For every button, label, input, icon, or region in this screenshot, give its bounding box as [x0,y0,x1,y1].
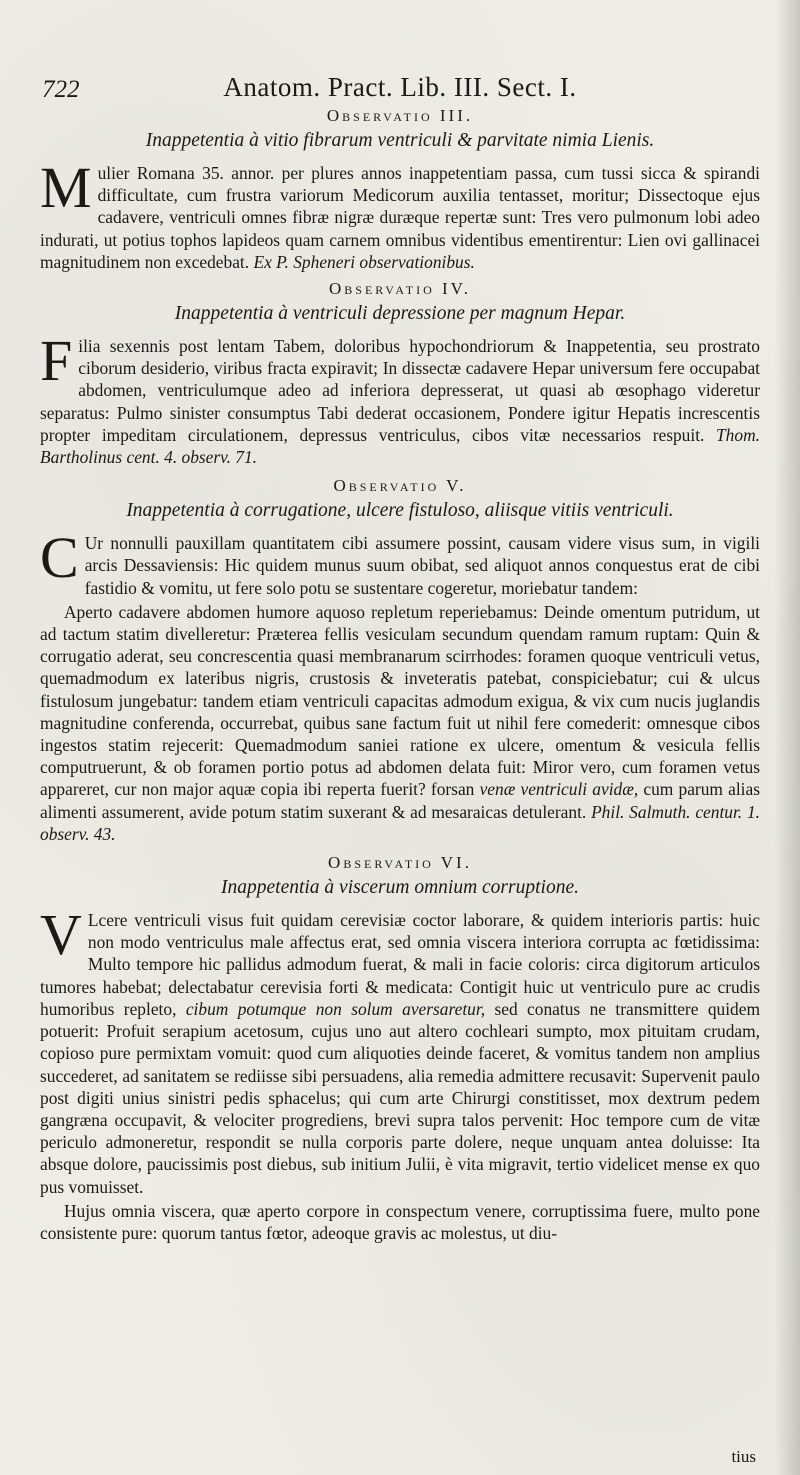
italic-run: venæ ventriculi avidæ, [479,779,639,800]
observation-subtitle: Inappetentia à viscerum omnium corruptione. [221,877,579,899]
observation-paragraph [40,525,760,599]
source-citation: Ex P. Spheneri observationibus. [253,251,475,272]
paragraph-text: ulier Romana 35. annor. per plures annos inappetentiam passa, cum tussi sicca & spirandi difficultate, cum frustra variorum Medicorum auxilia tentasset, moritur; Dissectoque ejus cadavere, ventriculi omnes fibræ nigræ duræque repertæ sunt: Tres vero pulmonum lobi adeo indurati, ut potius tophos lapideos quam carnem omnibus videntibus ementirentur: Lien ovi gallinacei magnitudinem non excedebat. [40,163,760,272]
paragraph-text: Lcere ventriculi visus fuit quidam cerevisiæ coctor laborare, & quidem interioris partis: huic non modo ventriculus male affectus erat, sed omnia viscera interiora corrupta ac fœtidissima: Multo tempore hic pallidus admodum fuerat, & mali in facie coloris: circa digitorum articulos tumores habebat; delectabatur cerevisia forti & medicata: Contigit huic ut ventriculo pure ac crudis humoribus repleto, [40,910,760,1019]
paragraph-text-after: sed conatus ne transmittere quidem potuerit: Profuit serapium acetosum, cujus uno aut altero cochleari sumpto, mox pituitam crudam, copioso pure permixtam vomuit: quod cum aliquoties deinde faceret, & vomitus tandem non amplius succederet, ad sanitatem se rediisse sibi persuadens, alia remedia admittere recusavit: Supervenit paulo post digiti unius sinistri pedis sphacelus; qui cum arte Chirurgi constitisset, mox dextrum pedem gangræna occupavit, & velociter progrediens, brevi supra talos pervenit: Hoc tempore cum de vitæ periculo admoneretur, respondit se nulla corporis parte dolere, neque unquam antea doluisse: Ita absque dolore, paucissimis post diebus, sub initium Julii, è vita migravit, tertio videlicet mense ex quo pus vomuisset. [40,998,760,1197]
paragraph-text: Hujus omnia viscera, quæ aperto corpore in conspectum venere, corruptissima fuere, multo pone consistente pure: quorum tantus fœtor, adeoque gravis ac molestus, ut diu- [40,1200,760,1243]
observation-subtitle: Inappetentia à ventriculi depressione per magnum Hepar. [174,303,626,325]
italic-run: cibum potumque non solum aversaretur, [185,998,486,1019]
paragraph-text: ilia sexennis post lentam Tabem, doloribus hypochondriorum & Inappetentia, seu prostrato ciborum desiderio, viribus fracta expiravit; In dissectæ cadavere Hepar universum fere occupabat abdomen, ventriculumque adeo ad inferiora depresserat, ut quasi ab œsophago videretur separatus: Pulmo sinister consumptus Tabi dederat occasionem, Pondere igitur Hepatis increscentis propter impeditam circulationem, depressus ventriculus, cibos vitæ necessarios respuit. [40,336,760,445]
observation-3 [40,106,760,273]
observation-paragraph [40,601,760,845]
drop-cap: C [40,525,79,591]
page-number: 722 [42,76,80,103]
running-head: Anatom. Pract. Lib. III. Sect. I. [223,72,577,102]
drop-cap: V [40,902,82,968]
paragraph-text: Aperto cadavere abdomen humore aquoso repletum reperiebamus: Deinde omentum putridum, ut ad tactum statim divelleretur: Præterea fellis vesiculam secundum quendam ramum ruptam: Quin & corrugatio aderat, seu concrescentia quasi membranarum scirrhodes: foramen quoque ventriculi vetus, quemadmodum ex lateribus nigris, crustosis & inveteratis patebat, conspiciebatur; cui & ulcus fistulosum jungebatur: tandem etiam ventriculi capacitas admodum exigua, & vix cum nucis juglandis magnitudine conferenda, occurrebat, quibus sane factum fuit ut nihil fere comederit: omnesque cibos ingestos statim rejecerit: Quemadmodum saniei ratione ex ulcere, omentum & vesicula fellis computruerunt, & ob foramen portio potus ad abdomen delata fuit: Miror vero, cum foramen vetus appareret, cur non major aquæ copia ibi reperta fuerit? forsan [40,601,760,800]
observation-title: Observatio V. [333,476,467,496]
observation-subtitle: Inappetentia à corrugatione, ulcere fistuloso, aliisque vitiis ventriculi. [126,500,674,522]
observation-paragraph [40,328,760,468]
observation-title: Observatio VI. [328,853,472,873]
observation-paragraph [40,155,760,273]
paragraph-text-after: cum parum alias alimenti assumerent, avide potum statim suxerant & ad mesaraicas detulerant. [40,779,760,822]
drop-cap: M [40,155,92,220]
paragraph-text: Ur nonnulli pauxillam quantitatem cibi assumere possint, causam videre visus sum, in vigili arcis Dessaviensis: Hic quidem munus suum obibat, sed aliquot annos conquestus erat de cibi fastidio & vomitu, ut fere solo potu se sustentare cogeretur, moriebatur tandem: [84,533,760,598]
page-edge-shadow [774,0,800,1475]
observation-5 [40,476,760,845]
observation-title: Observatio IV. [328,279,472,299]
catchword: tius [731,1447,756,1466]
observation-paragraph [40,1200,760,1244]
observation-paragraph [40,902,760,1198]
page-header [40,70,760,104]
source-citation: Phil. Salmuth. centur. 1. observ. 43. [40,801,760,844]
drop-cap: F [40,328,73,394]
observation-6 [40,853,760,1244]
observation-4 [40,279,760,468]
source-citation: Thom. Bartholinus cent. 4. observ. 71. [40,424,760,468]
observation-title: Observatio III. [326,106,474,125]
observation-subtitle: Inappetentia à vitio fibrarum ventriculi & parvitate nimia Lienis. [145,130,655,151]
